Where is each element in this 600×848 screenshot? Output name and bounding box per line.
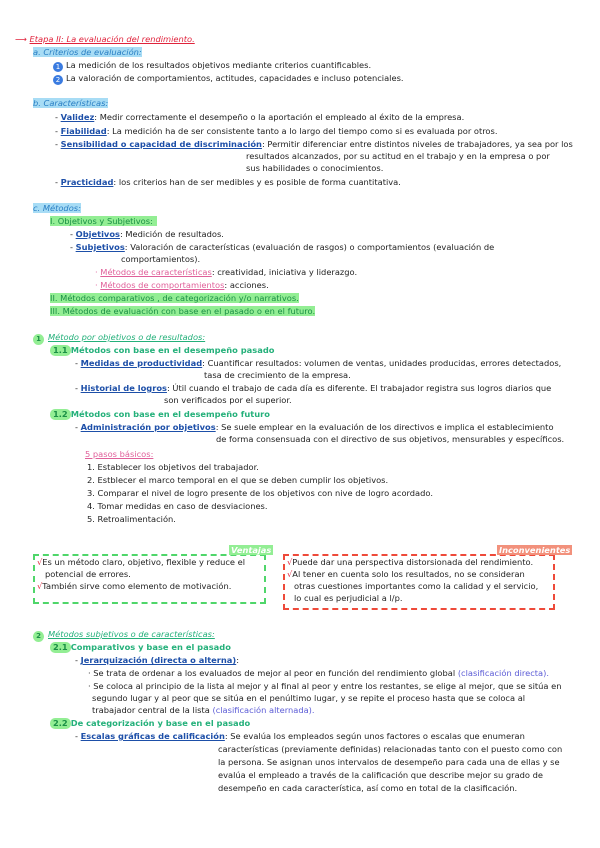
number-badge-icon: 1 <box>53 62 63 72</box>
historial-item: - Historial de logros: Útil cuando el trabajo de cada día es diferente. El trabajador registra sus logros diarios que <box>75 383 552 393</box>
methods-iii-heading: III. Métodos de evaluación con base en el pasado o en el futuro. <box>50 306 316 316</box>
methods-ii-heading: II. Métodos comparativos , de categorización y/o narrativos. <box>50 293 299 303</box>
escalas-item: - Escalas gráficas de calificación: Se evalúa los empleados según unos factores o escalas que enumeran <box>75 731 525 741</box>
check-icon: √ <box>287 569 293 579</box>
historial-cont: son verificados por el superior. <box>164 395 292 405</box>
administracion-cont: de forma consensuada con el directivo de sus objetivos, mensurables y específicos. <box>216 434 565 444</box>
ventaja-1-cont: potencial de errores. <box>45 569 131 579</box>
paso-4: 4. Tomar medidas en caso de desviaciones. <box>87 501 268 511</box>
number-badge-icon: 2 <box>53 75 63 85</box>
method-1-1-heading: 1.1 Métodos con base en el desempeño pasado <box>50 345 274 356</box>
title-text: Etapa II: La evaluación del rendimiento. <box>29 34 195 44</box>
number-badge-icon: 2 <box>33 631 44 642</box>
jerarquizacion-item: - Jerarquización (directa o alterna): <box>75 655 239 665</box>
method-2-heading: 2 Métodos subjetivos o de características: <box>33 629 215 642</box>
ventajas-label: Ventajas <box>231 545 272 555</box>
jerarquizacion-bullet-1: · Se trata de ordenar a los evaluados de mejor al peor en función del rendimiento global (clasificación directa). <box>88 668 550 678</box>
escalas-cont-3: evalúa el empleado a través de la calificación que describe mejor su grado de <box>218 770 544 780</box>
arrow-icon: ⟶ <box>15 34 27 44</box>
objetivos-item: - Objetivos: Medición de resultados. <box>70 229 224 239</box>
criterion-item-2: 2 La valoración de comportamientos, actitudes, capacidades e incluso potenciales. <box>53 73 404 85</box>
section-a-heading: a. Criterios de evaluación: <box>33 47 142 57</box>
inconveniente-2: √Al tener en cuenta solo los resultados, no se consideran <box>287 569 525 579</box>
fiabilidad-item: - Fiabilidad: La medición ha de ser consistente tanto a lo largo del tiempo como si es evaluada por otros. <box>55 126 498 136</box>
method-1-2-heading: 1.2 Métodos con base en el desempeño futuro <box>50 409 270 420</box>
practicidad-item: - Practicidad: los criterios han de ser medibles y es posible de forma cuantitativa. <box>55 177 401 187</box>
pasos-title: 5 pasos básicos: <box>85 449 154 459</box>
metodos-comportamientos-item: · Métodos de comportamientos: acciones. <box>95 280 269 290</box>
paso-5: 5. Retroalimentación. <box>87 514 176 524</box>
inconveniente-1: √Puede dar una perspectiva distorsionada del rendimiento. <box>287 557 534 567</box>
administracion-item: - Administración por objetivos: Se suele emplear en la evaluación de los directivos e implica el establecimiento <box>75 422 554 432</box>
medidas-item: - Medidas de productividad: Cuantificar resultados: volumen de ventas, unidades producidas, errores detectados, <box>75 358 562 368</box>
jerarquizacion-bullet-2-cont-1: segundo lugar y al peor que se sitúa en el penúltimo lugar, y se repite el proceso hasta que se coloca al <box>92 693 526 703</box>
validez-item: - Validez: Medir correctamente el desempeño o la aportación el empleado al éxito de la empresa. <box>55 112 465 122</box>
paso-1: 1. Establecer los objetivos del trabajador. <box>87 462 259 472</box>
jerarquizacion-bullet-2: · Se coloca al principio de la lista al mejor y al final al peor y entre los restantes, se elige al mejor, que se sitúa en <box>88 681 562 691</box>
check-icon: √ <box>37 581 43 591</box>
criterion-item-1: 1 La medición de los resultados objetivos mediante criterios cuantificables. <box>53 60 371 72</box>
subjetivos-item: - Subjetivos: Valoración de características (evaluación de rasgos) o comportamientos (evaluación de <box>70 242 495 252</box>
paso-3: 3. Comparar el nivel de logro presente de los objetivos con nive de logro acordado. <box>87 488 433 498</box>
medidas-cont: tasa de crecimiento de la empresa. <box>204 370 351 380</box>
number-badge-icon: 1 <box>33 334 44 345</box>
paso-2: 2. Estblecer el marco temporal en el que se deben cumplir los objetivos. <box>87 475 389 485</box>
ventaja-2: √También sirve como elemento de motivación. <box>37 581 232 591</box>
jerarquizacion-bullet-2-cont-2: trabajador central de la lista (clasificación alternada). <box>92 705 315 715</box>
escalas-cont-4: desempeño en cada característica, así como en total de la clasificación. <box>218 783 518 793</box>
inconveniente-2-cont-2: lo cual es perjudicial a l/p. <box>294 593 403 603</box>
check-icon: √ <box>37 557 43 567</box>
section-b-heading: b. Características: <box>33 98 109 108</box>
escalas-cont-1: características (previamente definidas) relacionadas tanto con el puesto como con <box>218 744 563 754</box>
escalas-cont-2: la persona. Se asignan unos intervalos de desempeño para cada una de ellas y se <box>218 757 560 767</box>
sensibilidad-item: - Sensibilidad o capacidad de discriminación: Permitir diferenciar entre distintos niveles de trabajadores, ya sea por los <box>55 139 573 149</box>
methods-i-heading: I. Objetivos y Subjetivos: <box>50 216 157 227</box>
method-2-2-heading: 2.2 De categorización y base en el pasado <box>50 718 250 729</box>
metodos-caracteristicas-item: · Métodos de características: creatividad, iniciativa y liderazgo. <box>95 267 358 277</box>
method-2-1-heading: 2.1 Comparativos y base en el pasado <box>50 642 231 653</box>
ventaja-1: √Es un método claro, objetivo, flexible y reduce el <box>37 557 246 567</box>
sensibilidad-cont-1: resultados alcanzados, por su actitud en el trabajo y en la empresa o por <box>246 151 550 161</box>
inconveniente-2-cont-1: otras cuestiones importantes como la calidad y el servicio, <box>294 581 539 591</box>
subjetivos-cont: comportamientos). <box>121 254 201 264</box>
inconvenientes-label: Inconvenientes <box>499 545 571 555</box>
check-icon: √ <box>287 557 293 567</box>
sensibilidad-cont-2: sus habilidades o conocimientos. <box>246 163 384 173</box>
page-title <box>15 34 195 45</box>
method-1-heading: 1 Método por objetivos o de resultados: <box>33 332 205 345</box>
section-c-heading: c. Métodos: <box>33 203 81 213</box>
